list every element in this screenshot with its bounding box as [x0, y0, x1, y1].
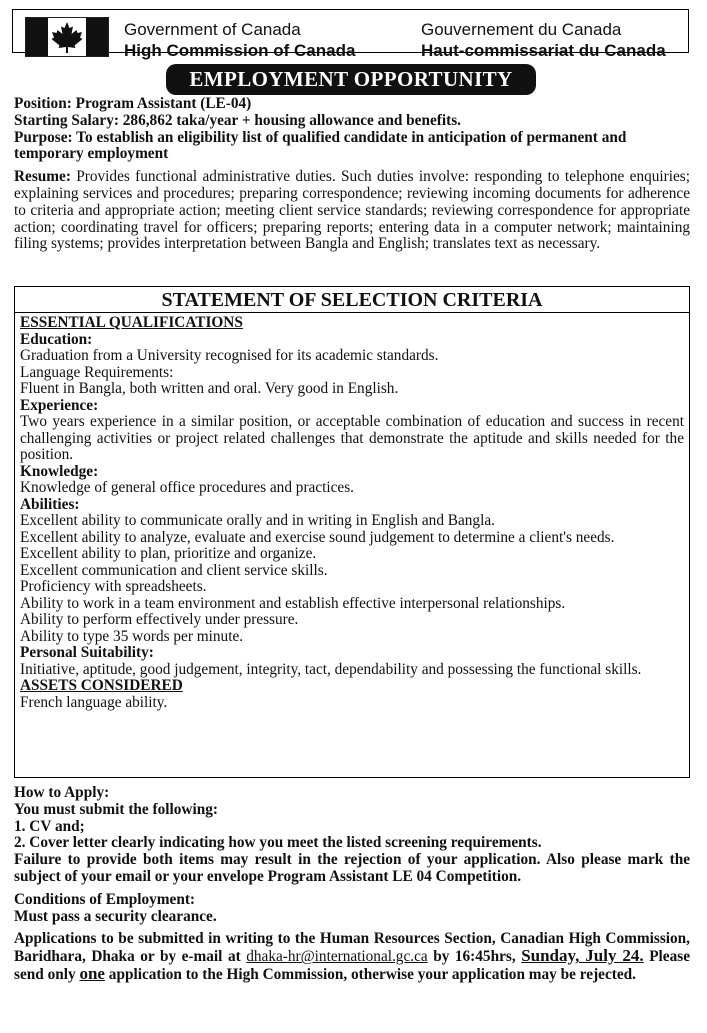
education-line: Graduation from a University recognised for its academic standards. — [20, 347, 439, 364]
resume-text: Provides functional administrative duties. Such duties involve: responding to telephone enquiries; explaining services and procedures; preparing correspondence; reviewing incoming documents for adherence to criteria and appropriate action; meeting client service standards; reviewing correspondence for appropriate action; coordinating travel for officers; preparing reports; entering data in a computer network; maintaining filing systems; provides interpretation between Bangla and English; translates text as necessary. — [14, 168, 690, 253]
assets-text: French language ability. — [20, 693, 168, 711]
abilities-heading: Abilities: — [20, 495, 80, 513]
deadline-date: Sunday, July 24. — [521, 946, 644, 966]
suitability-heading: Personal Suitability: — [20, 644, 154, 661]
knowledge-heading: Knowledge: — [20, 462, 99, 480]
failure-notice: Failure to provide both items may result in the rejection of your application. Also please mark the subject of your email or your envelope Program Assistant LE 04 Competition. — [14, 851, 690, 885]
position-line: Position: Program Assistant (LE-04) — [14, 95, 252, 112]
commission-fr: Haut-commissariat du Canada — [421, 41, 666, 60]
commission-en: High Commission of Canada — [124, 41, 356, 60]
intro-section — [14, 96, 690, 253]
knowledge-text: Knowledge of general office procedures and practices. — [20, 479, 354, 496]
submit-item-1: 1. CV and; — [14, 817, 85, 835]
essential-heading: ESSENTIAL QUALIFICATIONS — [20, 314, 243, 331]
purpose-line: Purpose: To establish an eligibility list of qualified candidate in anticipation of permanent and temporary employment — [14, 128, 627, 163]
selection-criteria-box — [14, 286, 690, 778]
final-text-2: by 16:45hrs, — [427, 948, 522, 966]
final-text-4: application to the High Commission, otherwise your application may be rejected. — [104, 965, 636, 983]
ability-item: Excellent communication and client service skills. — [20, 561, 328, 579]
suitability-text: Initiative, aptitude, good judgement, integrity, tact, dependability and possessing the functional skills. — [20, 660, 642, 678]
email-link[interactable]: dhaka-hr@international.gc.ca — [246, 948, 428, 966]
gov-en: Government of Canada — [124, 20, 301, 39]
ability-item: Excellent ability to plan, prioritize and organize. — [20, 545, 317, 562]
experience-heading: Experience: — [20, 396, 99, 414]
final-text-1: Applications to be submitted in writing to the Human Resources Section, Canadian High Commission, Baridhara, Dhaka or by e-mail at — [14, 930, 690, 966]
salary-line: Starting Salary: 286,862 taka/year + housing allowance and benefits. — [14, 111, 461, 129]
final-text-3: Please send only — [14, 948, 690, 983]
education-heading: Education: — [20, 330, 93, 348]
conditions-heading: Conditions of Employment: — [14, 890, 196, 908]
criteria-title: STATEMENT OF SELECTION CRITERIA — [15, 287, 689, 313]
submit-item-2: 2. Cover letter clearly indicating how you meet the listed screening requirements. — [14, 834, 542, 852]
one-emphasis: one — [79, 963, 105, 983]
how-to-apply-section — [14, 785, 690, 984]
education-line: Language Requirements: — [20, 363, 174, 381]
ability-item: Ability to work in a team environment and establish effective interpersonal relationships. — [20, 594, 566, 612]
page-title: EMPLOYMENT OPPORTUNITY — [166, 64, 536, 95]
ability-item: Proficiency with spreadsheets. — [20, 578, 207, 595]
submit-line: You must submit the following: — [14, 800, 218, 818]
gov-fr: Gouvernement du Canada — [421, 20, 622, 39]
header-box — [12, 9, 689, 60]
submission-instructions — [14, 931, 690, 983]
ability-item: Excellent ability to communicate orally and in writing in English and Bangla. — [20, 512, 495, 529]
resume-paragraph — [14, 169, 690, 253]
canada-flag-icon — [25, 17, 109, 57]
conditions-text: Must pass a security clearance. — [14, 907, 217, 925]
ability-item: Excellent ability to analyze, evaluate and exercise sound judgement to determine a client's needs. — [20, 528, 615, 546]
resume-label: Resume: — [14, 168, 71, 186]
experience-text: Two years experience in a similar position, or acceptable combination of education and success in recent challenging activities or project related challenges that demonstrate the aptitude and skills needed for the position. — [20, 413, 684, 463]
education-line: Fluent in Bangla, both written and oral. Very good in English. — [20, 380, 399, 397]
ability-item: Ability to type 35 words per minute. — [20, 627, 244, 645]
ability-item: Ability to perform effectively under pressure. — [20, 611, 299, 628]
assets-heading: ASSETS CONSIDERED — [20, 677, 183, 694]
apply-heading: How to Apply: — [14, 784, 110, 801]
